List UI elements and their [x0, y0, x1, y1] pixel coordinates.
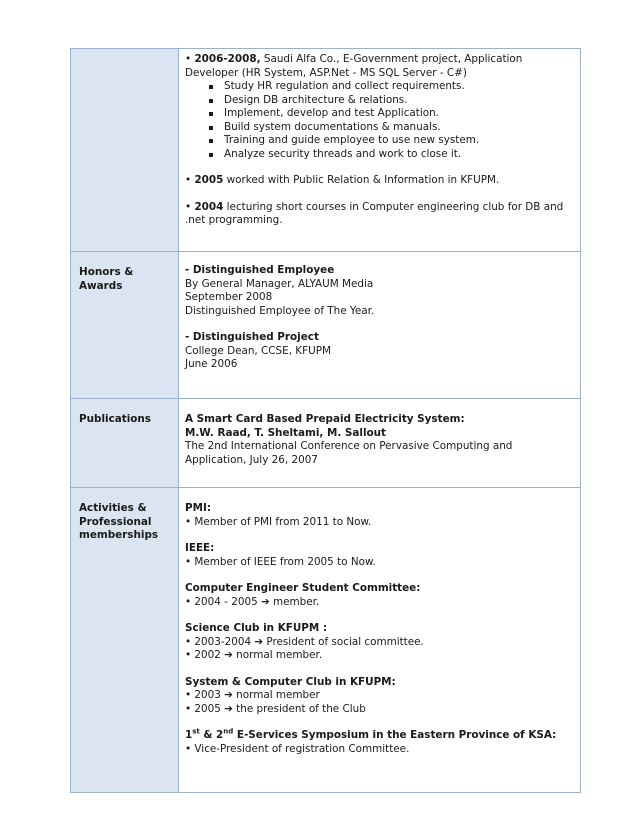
activity-item: • 2003-2004 ➔ President of social committee.	[185, 635, 424, 648]
activity-title: Computer Engineer Student Committee:	[185, 582, 421, 594]
award-date: June 2006	[185, 358, 238, 370]
experience-content	[179, 49, 581, 252]
publication-venue: The 2nd International Conference on Pervasive Computing and Application, July 26, 2007	[185, 440, 513, 466]
experience-entry: • 2005 worked with Public Relation & Information in KFUPM.	[185, 174, 500, 186]
activities-content	[179, 488, 581, 793]
list-item: Study HR regulation and collect requirements.	[209, 80, 576, 94]
award-desc: Distinguished Employee of The Year.	[185, 304, 375, 317]
activity-item: • Member of IEEE from 2005 to Now.	[185, 555, 376, 568]
entry-year: 2004	[194, 200, 224, 213]
entry-year: 2005	[194, 174, 224, 186]
activities-label: Activities & Professional memberships	[71, 488, 179, 793]
experience-entry: • 2006-2008, Saudi Alfa Co., E-Government project, Application Developer (HR System, ASP.Net - MS SQL Server - C#)	[185, 53, 523, 79]
publication-title: A Smart Card Based Prepaid Electricity System:	[185, 413, 465, 425]
award-by: By General Manager, ALYAUM Media	[185, 277, 374, 290]
experience-row	[71, 49, 581, 252]
entry-year: 2006-2008,	[194, 53, 261, 65]
experience-entry: • 2004 lecturing short courses in Computer engineering club for DB and .net programming.	[185, 200, 564, 226]
list-item: Training and guide employee to use new system.	[209, 134, 576, 148]
activity-title: PMI:	[185, 502, 211, 514]
list-item: Analyze security threads and work to close it.	[209, 148, 576, 162]
entry-text: worked with Public Relation & Information in KFUPM.	[223, 174, 500, 186]
activity-item: • 2003 ➔ normal member	[185, 689, 320, 701]
experience-label-cell	[71, 49, 179, 252]
activity-item: • 2004 - 2005 ➔ member.	[185, 595, 320, 608]
list-item: Implement, develop and test Application.	[209, 107, 576, 121]
activities-row	[71, 488, 581, 793]
activity-title	[185, 729, 576, 743]
task-list	[185, 80, 576, 161]
award-title: - Distinguished Project	[185, 331, 319, 343]
activity-item: • 2005 ➔ the president of the Club	[185, 702, 366, 715]
honors-row	[71, 252, 581, 399]
activity-item: • Vice-President of registration Committee.	[185, 742, 410, 755]
activity-title: System & Computer Club in KFUPM:	[185, 675, 396, 688]
award-by: College Dean, CCSE, KFUPM	[185, 344, 331, 357]
superscript: nd	[223, 727, 234, 736]
symposium-num: 1	[185, 729, 193, 741]
activity-title: IEEE:	[185, 542, 215, 554]
publications-content	[179, 399, 581, 488]
award-title: - Distinguished Employee	[185, 264, 335, 276]
list-item: Design DB architecture & relations.	[209, 94, 576, 108]
publications-label: Publications	[71, 399, 179, 488]
symposium-title: E-Services Symposium in the Eastern Province of KSA:	[233, 729, 557, 741]
activity-item: • Member of PMI from 2011 to Now.	[185, 515, 372, 528]
activity-title: Science Club in KFUPM :	[185, 622, 328, 634]
activity-item: • 2002 ➔ normal member.	[185, 649, 323, 661]
honors-label: Honors & Awards	[71, 252, 179, 399]
award-date: September 2008	[185, 291, 273, 303]
superscript: st	[192, 727, 200, 736]
list-item: Build system documentations & manuals.	[209, 121, 576, 135]
symposium-num: & 2	[199, 729, 224, 741]
entry-text: Saudi Alfa Co., E-Government project, Application Developer (HR System, ASP.Net - MS SQL Server - C#)	[185, 53, 523, 79]
honors-content	[179, 252, 581, 399]
publication-authors: M.W. Raad, T. Sheltami, M. Sallout	[185, 426, 387, 439]
cv-table	[70, 48, 581, 793]
entry-text: lecturing short courses in Computer engineering club for DB and .net programming.	[185, 200, 564, 226]
publications-row	[71, 399, 581, 488]
